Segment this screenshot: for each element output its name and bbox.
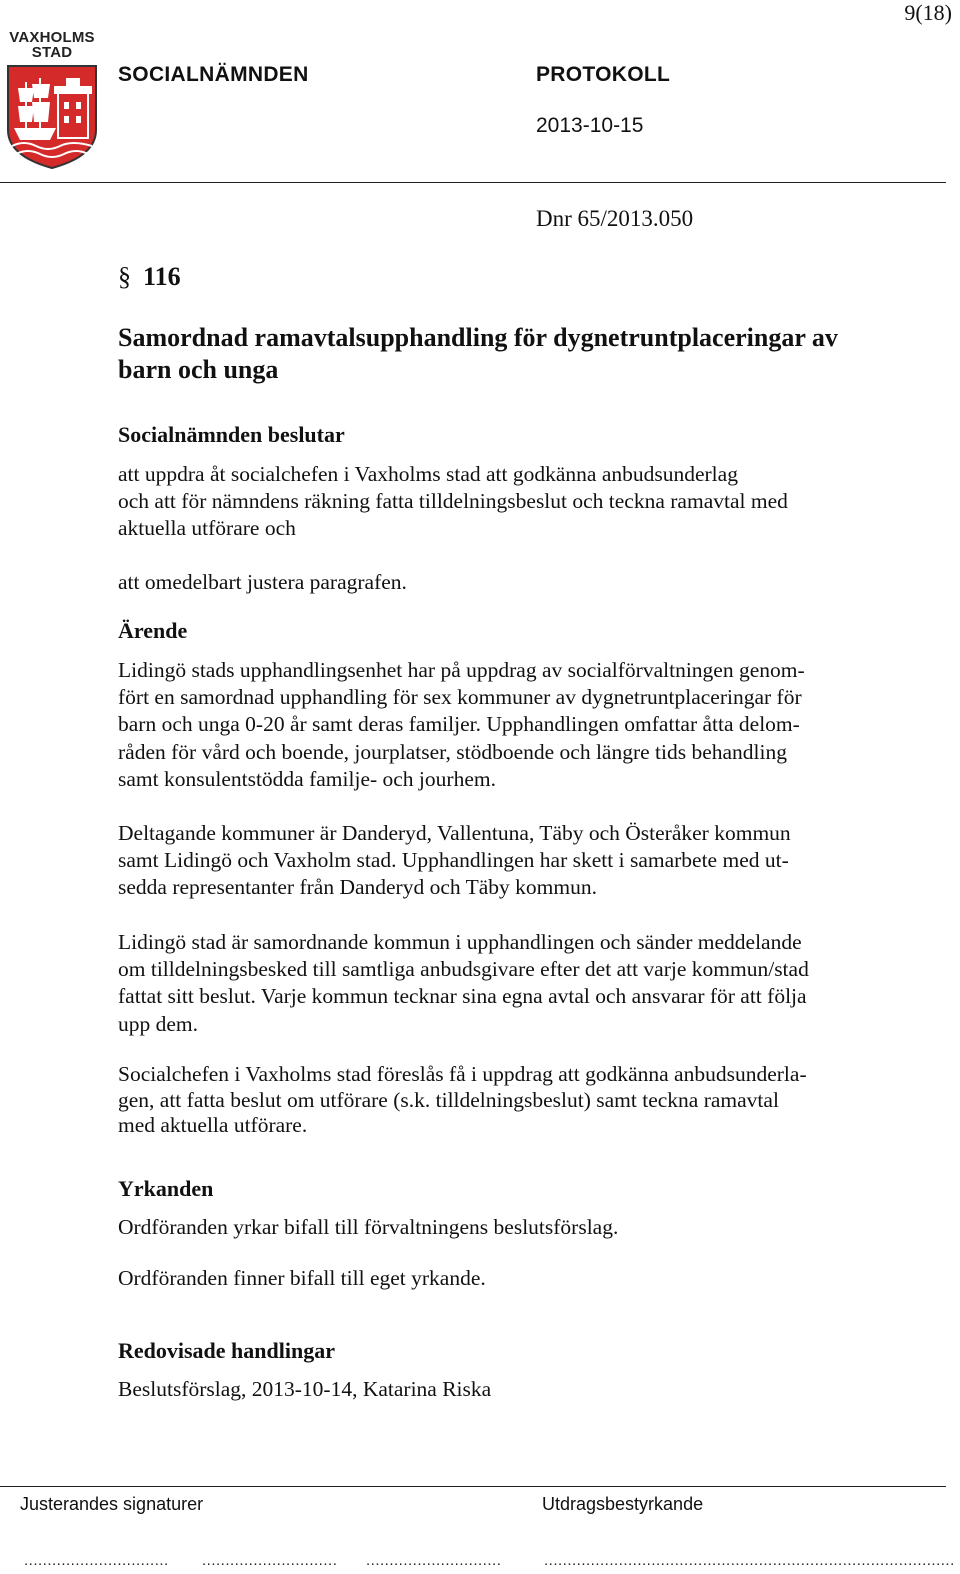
- decision-heading: Socialnämnden beslutar: [118, 422, 345, 447]
- claims-paragraph-2: Ordföranden finner bifall till eget yrkande.: [118, 1266, 486, 1290]
- text-line: upp dem.: [118, 1011, 199, 1036]
- claims-heading: Yrkanden: [118, 1176, 214, 1201]
- document-title: [118, 322, 908, 386]
- text-line: fattat sitt beslut. Varje kommun tecknar sina egna avtal och ansvarar för att följa: [118, 984, 807, 1009]
- decision-paragraph-1: [118, 461, 918, 543]
- text-line: aktuella utförare och: [118, 516, 296, 541]
- matter-paragraph-2: [118, 820, 918, 902]
- document-type: PROTOKOLL: [536, 63, 671, 86]
- text-line: Socialchefen i Vaxholms stad föreslås få i uppdrag att godkänna anbudsunderla-: [118, 1062, 807, 1086]
- section-symbol: §: [118, 262, 131, 291]
- signature-line: .............................: [202, 1552, 338, 1569]
- header-divider: [0, 182, 946, 183]
- page-number: 9(18): [904, 0, 952, 25]
- text-line: Lidingö stad är samordnande kommun i upphandlingen och sänder meddelande: [118, 930, 802, 954]
- meeting-date: 2013-10-15: [536, 114, 644, 137]
- matter-heading: Ärende: [118, 618, 188, 643]
- matter-paragraph-4: [118, 1062, 918, 1139]
- text-line: och att för nämndens räkning fatta tilldelningsbeslut och teckna ramavtal med: [118, 489, 788, 514]
- matter-paragraph-3: [118, 929, 918, 1038]
- text-line: barn och unga 0-20 år samt deras familjer. Upphandlingen omfattar åtta delom-: [118, 712, 800, 737]
- signature-line: .............................: [366, 1552, 502, 1569]
- paragraph-number-value: 116: [143, 262, 181, 291]
- signature-line: ...............................: [24, 1552, 169, 1569]
- committee-name: SOCIALNÄMNDEN: [118, 63, 309, 86]
- documents-paragraph: Beslutsförslag, 2013-10-14, Katarina Riska: [118, 1377, 492, 1401]
- matter-paragraph-1: [118, 657, 918, 793]
- text-line: sedda representanter från Danderyd och Täby kommun.: [118, 875, 597, 900]
- text-line: Deltagande kommuner är Danderyd, Vallentuna, Täby och Österåker kommun: [118, 821, 791, 845]
- text-line: samt konsulentstödda familje- och jourhem.: [118, 766, 496, 791]
- text-line: gen, att fatta beslut om utförare (s.k. tilldelningsbeslut) samt teckna ramavtal: [118, 1087, 779, 1112]
- text-line: Lidingö stads upphandlingsenhet har på uppdrag av socialförvaltningen genom-: [118, 658, 805, 682]
- text-line: fört en samordnad upphandling för sex kommuner av dygnetruntplaceringar för: [118, 685, 802, 710]
- logo-text-line2: STAD: [31, 44, 73, 61]
- footer-divider: [0, 1486, 946, 1487]
- text-line: med aktuella utförare.: [118, 1113, 308, 1137]
- claims-paragraph-1: Ordföranden yrkar bifall till förvaltningens beslutsförslag.: [118, 1215, 619, 1239]
- extract-certification-label: Utdragsbestyrkande: [542, 1494, 704, 1514]
- title-line: Samordnad ramavtalsupphandling för dygnetruntplaceringar av: [118, 323, 838, 352]
- extract-signature-line: ........................................................................................: [544, 1552, 955, 1569]
- text-line: samt Lidingö och Vaxholm stad. Upphandlingen har skett i samarbete med ut-: [118, 848, 789, 873]
- decision-paragraph-2: att omedelbart justera paragrafen.: [118, 570, 407, 594]
- text-line: råden för vård och boende, jourplatser, stödboende och längre tids behandling: [118, 739, 788, 764]
- text-line: om tilldelningsbesked till samtliga anbudsgivare efter det att varje kommun/stad: [118, 957, 809, 982]
- signatures-label: Justerandes signaturer: [20, 1494, 204, 1514]
- diary-number: Dnr 65/2013.050: [536, 206, 694, 231]
- logo-text-line1: VAXHOLMS: [9, 29, 95, 46]
- title-line: barn och unga: [118, 355, 279, 384]
- paragraph-number: [118, 262, 181, 292]
- text-line: att uppdra åt socialchefen i Vaxholms stad att godkänna anbudsunderlag: [118, 462, 738, 486]
- documents-heading: Redovisade handlingar: [118, 1338, 335, 1363]
- logo-text: [6, 30, 98, 60]
